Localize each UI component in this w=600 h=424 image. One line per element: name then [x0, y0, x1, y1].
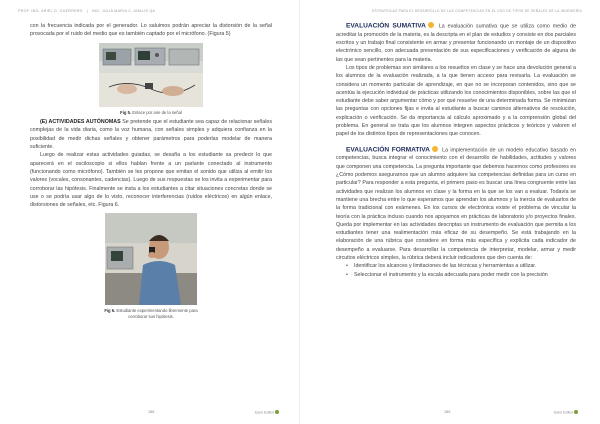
- summative-text: La evaluación sumativa que se utiliza como medio de acreditar la promoción de la materia, es la descripta en el plan de estudios y consiste en dos parciales escritos y un trabajo final consistente en armar y presentar funcionando un montaje de un dispositivo electrónico sencillo, con adecuada presentación de sus especificaciones y verificación de alguna de las que sean pertinentes para la materia.: [336, 23, 577, 63]
- left-publisher: [255, 410, 279, 415]
- figure-5-caption: [120, 110, 182, 116]
- right-publisher: [554, 410, 578, 415]
- running-head-author-2: ING. JULIA MARIA C. ANALIS QA: [92, 9, 156, 13]
- lab-bench-illustration: [99, 43, 203, 107]
- publisher-logo-icon: [574, 410, 578, 414]
- figure-6-label: Fig 6.: [104, 308, 116, 314]
- section-e-text: Se pretende que el estudiante sea capaz de relacionar señales complejas de la vida diaria, como la voz humana, con señales simples y adquiera confianza en la posibilidad de medir dichas señales y obtener parámetros para poderlas modelar de manera suficiente.: [30, 119, 272, 151]
- right-running-head: ESTRATEGIAS PARA EL DESARROLLO DE LAS COMPETENCIAS EN EL USO DE TIPOS DE SEÑALES DE LA INGENIERÍA: [372, 9, 582, 13]
- right-publisher-name: Icaro Editor: [553, 410, 573, 414]
- figure-6: [30, 213, 272, 319]
- formative-text: La implementación de un modelo educativo basado en competencias, busca integrar el conocimiento con el desarrollo de habilidades, actitudes y valores que componen una competencia. La pregunta importante que debemos hacernos como profesores es ¿Cómo podemos asegurarnos que un alumno adquiere las competencias definidas para un curso en particular? Para responder a esta pregunta, el primero paso es buscar una línea congruente entre las actividades que realizan los alumnos en clase y la forma en la que se los van a evaluar. Todavía se mantiene una brecha entre lo que esperamos que aprendan los alumnos y la inercia de evaluarlos de la forma tradicional con exámenes. En los cursos de electrónica existe el problema de vincular la teoría con la práctica incluso cuando nos apoyamos en prácticas de laboratorio y/o proyectos finales. Queda por implementar en las actividades descriptas un instrumento de evaluación que permita a los estudiantes tener una realimentación más eficaz de su desempeño. Se está trabajando en la elaboración de una rúbrica que considere en forma más específica y explícita cada indicador de desempeño a evaluarse. Para desarrollar la competencia de interpretar, modelar, armar y medir circuitos eléctricos simples, la rúbrica deberá incluir indicadores que den cuenta de:: [336, 147, 576, 262]
- right-content: [336, 22, 576, 279]
- left-content: [30, 22, 272, 323]
- figure-6-caption: [101, 308, 201, 319]
- student-illustration: [105, 213, 197, 305]
- summative-badge-icon: [428, 22, 434, 28]
- figure-5-text: Enlace por aire de la señal: [132, 109, 182, 115]
- summative-heading: EVALUACIÓN SUMATIVA: [346, 22, 426, 30]
- summative-paragraph: [336, 22, 576, 64]
- indicator-list: [346, 262, 576, 279]
- top-paragraph: con la frecuencia indicada por el generador. Lo saluimos podrán apreciar la distorsión de la señal provocada por el ruido del medio que es también captado por el micrófono. (Figura 5): [30, 23, 272, 38]
- formative-paragraph: [336, 146, 576, 263]
- figure-6-photo: [105, 213, 197, 305]
- formative-badge-icon: [432, 146, 438, 152]
- figure-5: [30, 43, 272, 116]
- figure-5-photo: [99, 43, 203, 107]
- publisher-logo-icon: [275, 410, 279, 414]
- section-e-heading: (E) ACTIVIDADES AUTÓNOMAS: [40, 119, 121, 126]
- section-e-paragraph: [30, 118, 272, 151]
- running-head-author-1: PROF. ING. ARIEL D. GUERRERO: [18, 9, 83, 13]
- figure-5-label: Fig 5.: [120, 109, 132, 115]
- list-item: • Identificar los alcances y limitaciones de las técnicas y herramientas a utilizar.: [346, 262, 576, 270]
- right-page-number: 189: [444, 410, 451, 414]
- left-running-head: PROF. ING. ARIEL D. GUERRERO | ING. JULIA MARIA C. ANALIS QA: [18, 9, 156, 13]
- list-item: • Seleccionar el instrumento y la escala adecuada para poder medir con la precisión: [346, 271, 576, 279]
- figure-6-text: Estudiante experimentando libremente para corroborar sus hipótesis.: [116, 308, 198, 320]
- left-page-number: 188: [148, 410, 155, 414]
- problems-paragraph: Los tipos de problemas son similares a los resueltos en clase y se hace una devolución general a los alumnos de la evaluación realizada, a la que tienen acceso para revisarla. La evaluación se considera un momento particular de aprendizaje, en que no se incorporan contenidos, sino que se acentúa la ejecución individual de prácticas utilizando los conocimientos disponibles, sobre las que el estudiante debe saber argumentar cómo y por qué resuelve de una determinada forma. Se minimizan las preguntas con opciones fijas e invita al estudiante a buscar caminos alternativos de resolución, explicación o verificación. Se da importancia al cálculo aproximado y a la comprensión global del problema. En general se trata que los alumnos integren aspectos prácticos y teóricos y valoren el papel de los distintos tipos de representaciones que conocen.: [336, 64, 576, 138]
- left-publisher-name: Icaro Editor: [254, 410, 274, 414]
- right-page: [300, 0, 600, 424]
- paragraph-2: Luego de realizar estas actividades guiadas, se desafía a los estudiante sa predecir lo que aparecerá en el osciloscopio si ellos hablan frente a un parlante conectado al instrumento (funcionando como micrófono). También se les propone que emitan el sonido que utiliza al emitir los valores (vocales, consonantes, cadencias). Luego de sus respuestas se los invita a experimentar para corroborar las hipótesis. Finalmente se insta a los estudiantes a citar situaciones concretas donde se use o se podría usar algo de lo visto, reconocer interferencias (ruidos eléctricos) en algún enlace, distorsiones de señales, etc. Figura 6.: [30, 152, 272, 209]
- formative-heading: EVALUACIÓN FORMATIVA: [346, 146, 430, 154]
